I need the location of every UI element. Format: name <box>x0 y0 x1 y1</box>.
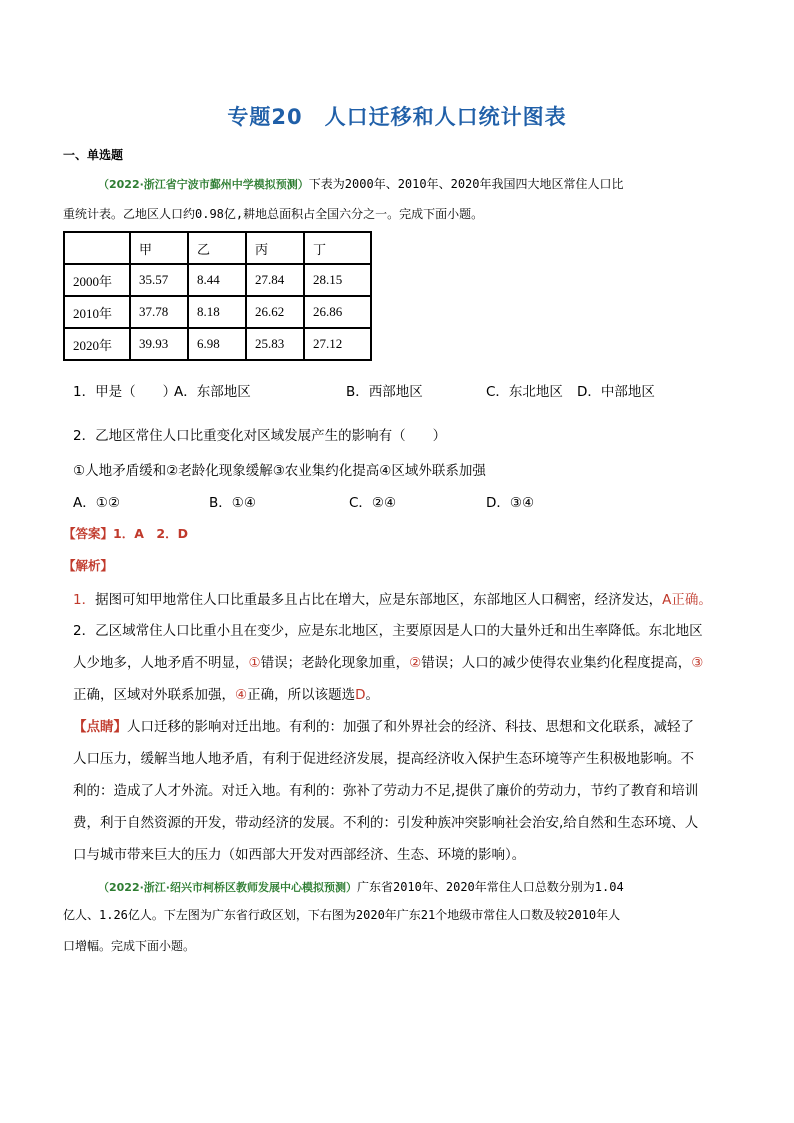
q2-intro-line2: 亿人、1.26亿人。下左图为广东省行政区划，下右图为2020年广东21个地级市常住人口数及较2010年人 <box>63 908 621 922</box>
answer-line <box>63 524 188 542</box>
q1-intro-line1: （2022·浙江省宁波市鄞州中学模拟预测）下表为2000年、2010年、2020年我国四大地区常住人口比 <box>98 177 624 191</box>
tips-line5: 口与城市带来巨大的压力（如西部大开发对西部经济、生态、环境的影响）。 <box>73 847 526 863</box>
tips-line3: 利的：造成了人才外流。对迁入地。有利的：弥补了劳动力不足,提供了廉价的劳动力，节约了教育和培训 <box>73 783 699 799</box>
q2-stem: 2．乙地区常住人口比重变化对区域发展产生的影响有（ ） <box>73 428 447 444</box>
q2-option-d: D．③④ <box>486 495 535 511</box>
tips-line1: 【点睛】人口迁移的影响对迁出地。有利的：加强了和外界社会的经济、科技、思想和文化联系，减轻了 <box>73 719 694 735</box>
q2-intro-line3: 口增幅。完成下面小题。 <box>63 939 196 953</box>
q1-intro-line2: 重统计表。乙地区人口约0.98亿,耕地总面积占全国六分之一。完成下面小题。 <box>63 207 484 221</box>
q1-source: （2022·浙江省宁波市鄞州中学模拟预测） <box>98 178 309 191</box>
q2-source: （2022·浙江·绍兴市柯桥区教师发展中心模拟预测） <box>98 881 357 894</box>
table-row: 2000年 35.57 8.44 27.84 28.15 <box>64 264 371 296</box>
q1-option-d: D．中部地区 <box>577 384 655 400</box>
q2-option-c: C．②④ <box>349 495 397 511</box>
tips-label: 【点睛】 <box>73 719 127 735</box>
analysis-1: 1．据图可知甲地常住人口比重最多且占比在增大，应是东部地区，东部地区人口稠密，经济发达，A正确。 <box>73 592 712 608</box>
table-header-row: 甲 乙 丙 丁 <box>64 232 371 264</box>
q1-stem: 1．甲是（ ） <box>73 384 177 400</box>
answer-label: 【答案】 <box>63 526 114 541</box>
q1-option-c: C．东北地区 <box>486 384 563 400</box>
q1-option-b: B．西部地区 <box>346 384 423 400</box>
analysis-2-line3: 正确，区域对外联系加强，④正确，所以该题选D。 <box>73 687 380 703</box>
q2-intro-line1: （2022·浙江·绍兴市柯桥区教师发展中心模拟预测）广东省2010年、2020年常住人口总数分别为1.04 <box>98 880 624 894</box>
table-row: 2020年 39.93 6.98 25.83 27.12 <box>64 328 371 360</box>
section-heading: 一、单选题 <box>63 148 124 162</box>
analysis-label: 【解析】 <box>63 558 114 573</box>
page-title: 专题20 人口迁移和人口统计图表 <box>227 105 567 129</box>
answer-text: 1．A 2．D <box>113 526 188 541</box>
population-table <box>63 231 372 361</box>
q2-option-b: B．①④ <box>209 495 256 511</box>
tips-line2: 人口压力，缓解当地人地矛盾，有利于促进经济发展，提高经济收入保护生态环境等产生积极地影响。不 <box>73 751 694 767</box>
table-row: 2010年 37.78 8.18 26.62 26.86 <box>64 296 371 328</box>
tips-line4: 费，利于自然资源的开发，带动经济的发展。不利的：引发种族冲突影响社会治安,给自然和生态环境、人 <box>73 815 699 831</box>
analysis-2-line2: 人少地多，人地矛盾不明显，①错误；老龄化现象加重，②错误；人口的减少使得农业集约化程度提高，③ <box>73 655 704 671</box>
q1-option-a: A．东部地区 <box>174 384 251 400</box>
q2-items: ①人地矛盾缓和②老龄化现象缓解③农业集约化提高④区域外联系加强 <box>73 463 486 479</box>
q2-option-a: A．①② <box>73 495 120 511</box>
analysis-2-line1: 2．乙区域常住人口比重小且在变少，应是东北地区，主要原因是人口的大量外迁和出生率降低。东北地区 <box>73 623 703 639</box>
